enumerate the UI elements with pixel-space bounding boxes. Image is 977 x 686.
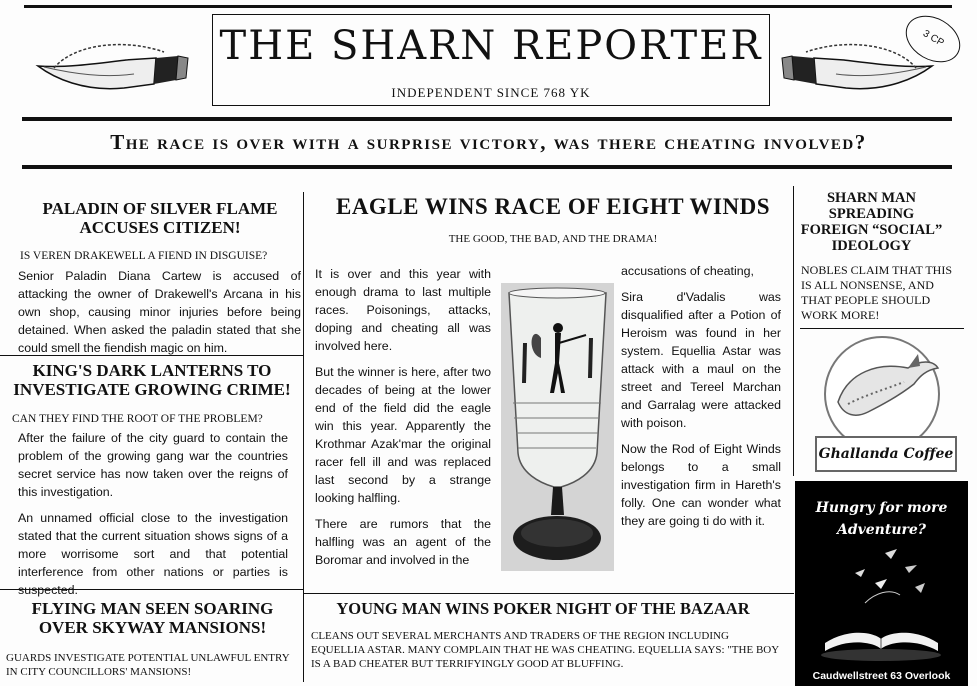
main-headline: EAGLE WINS RACE OF EIGHT WINDS	[335, 194, 770, 219]
paragraph: After the failure of the city guard to contain the problem of the growing gang war the countries secret service has now taken over the reigns of this investigation.	[18, 431, 288, 499]
ad-headline: Hungry for more Adventure?	[815, 500, 948, 538]
article-headline: FLYING MAN SEEN SOARING OVER SKYWAY MANSIONS!	[31, 599, 274, 637]
article-body: Senior Paladin Diana Cartew is accused of attacking the owner of Drakewell's Arcana in his own shop, causing minor injuries before being detained. When asked the paladin stated that she could smell the fiendish magic on him.	[18, 269, 301, 355]
article-headline: YOUNG MAN WINS POKER NIGHT OF THE BAZAAR	[336, 599, 750, 618]
paragraph: It is over and this year with enough drama to last multiple races. Poisonings, attacks, doping and cheating all was involved here.	[315, 267, 491, 353]
paragraph: But the winner is here, after two decades of being at the lower end of the field did the eagle win this year. Apparently the Krothmar Azak'mar the original racer fell ill and was replaced last second by a strange looking halfling.	[315, 365, 491, 505]
main-article-col2	[621, 262, 781, 538]
open-book-icon	[795, 543, 968, 663]
divider-right-1	[800, 328, 964, 329]
adventure-ad	[795, 481, 968, 686]
paragraph: There are rumors that the halfling was an agent of the Boromar and involved in the	[315, 517, 491, 567]
article-headline: PALADIN OF SILVER FLAME ACCUSES CITIZEN!	[42, 199, 278, 237]
paragraph: accusations of cheating,	[621, 264, 754, 278]
article-headline: KING'S DARK LANTERNS TO INVESTIGATE GROWING CRIME!	[13, 361, 291, 399]
divider-bottom-main	[304, 593, 794, 594]
masthead	[212, 14, 770, 106]
top-rule	[24, 5, 952, 8]
paragraph: Sira d'Vadalis was disqualified after a Potion of Heroism was found in her system. Equellia Astar was attack with a maul on the street and Tereel Marchan and Garralag were attacked with poison.	[621, 290, 781, 430]
coffee-brand: Ghallanda Coffee	[818, 446, 954, 462]
article-kicker: NOBLES CLAIM THAT THIS IS ALL NONSENSE, AND THAT PEOPLE SHOULD WORK MORE!	[801, 263, 953, 322]
banner-headline: The race is over with a surprise victory, was there cheating involved?	[110, 130, 867, 154]
main-kicker: THE GOOD, THE BAD, AND THE DRAMA!	[448, 233, 658, 245]
article-headline: SHARN MAN SPREADING FOREIGN “SOCIAL” IDEOLOGY	[800, 190, 943, 254]
paragraph: An unnamed official close to the investigation stated that the current situation shows signs of a more worrisome sort and that potential interference from other nations or parties is suspected.	[18, 511, 288, 597]
coffee-brand-box	[815, 436, 957, 472]
article-kicker: CLEANS OUT SEVERAL MERCHANTS AND TRADERS OF THE REGION INCLUDING EQUELLIA ASTAR. MANY COMPLAIN THAT HE WAS CHEATING. EQUELLIA SAYS: "THE BOY IS A BAD CHEATER BUT TERRIFYINGLY GOOD AT BLUFFING.	[311, 630, 779, 670]
article-kicker: GUARDS INVESTIGATE POTENTIAL UNLAWFUL ENTRY IN CITY COUNCILLORS' MANSIONS!	[6, 652, 290, 678]
divider-left	[303, 192, 304, 682]
ad-address: Caudwellstreet 63 Overlook	[812, 670, 951, 682]
goblet-photo	[501, 283, 614, 571]
goblet-icon	[501, 283, 614, 571]
article-kicker: CAN THEY FIND THE ROOT OF THE PROBLEM?	[12, 413, 263, 425]
newspaper-subtitle: INDEPENDENT SINCE 768 YK	[391, 85, 591, 100]
price-badge: 3 CP	[897, 6, 968, 71]
newspaper-title: THE SHARN REPORTER	[219, 23, 763, 69]
banner-rule	[22, 165, 952, 169]
article-kicker: IS VEREN DRAKEWELL A FIEND IN DISGUISE?	[20, 250, 268, 262]
dragon-logo-icon	[808, 332, 960, 442]
article-body	[18, 429, 288, 607]
paragraph: Now the Rod of Eight Winds belongs to a small investigation firm in Hareth's folly. One can wonder what they are going ti do with it.	[621, 442, 781, 528]
divider-right	[793, 186, 794, 476]
coffee-ad	[808, 332, 960, 474]
horn-icon	[34, 38, 194, 98]
masthead-rule	[22, 117, 952, 121]
main-article-col1	[315, 265, 491, 577]
